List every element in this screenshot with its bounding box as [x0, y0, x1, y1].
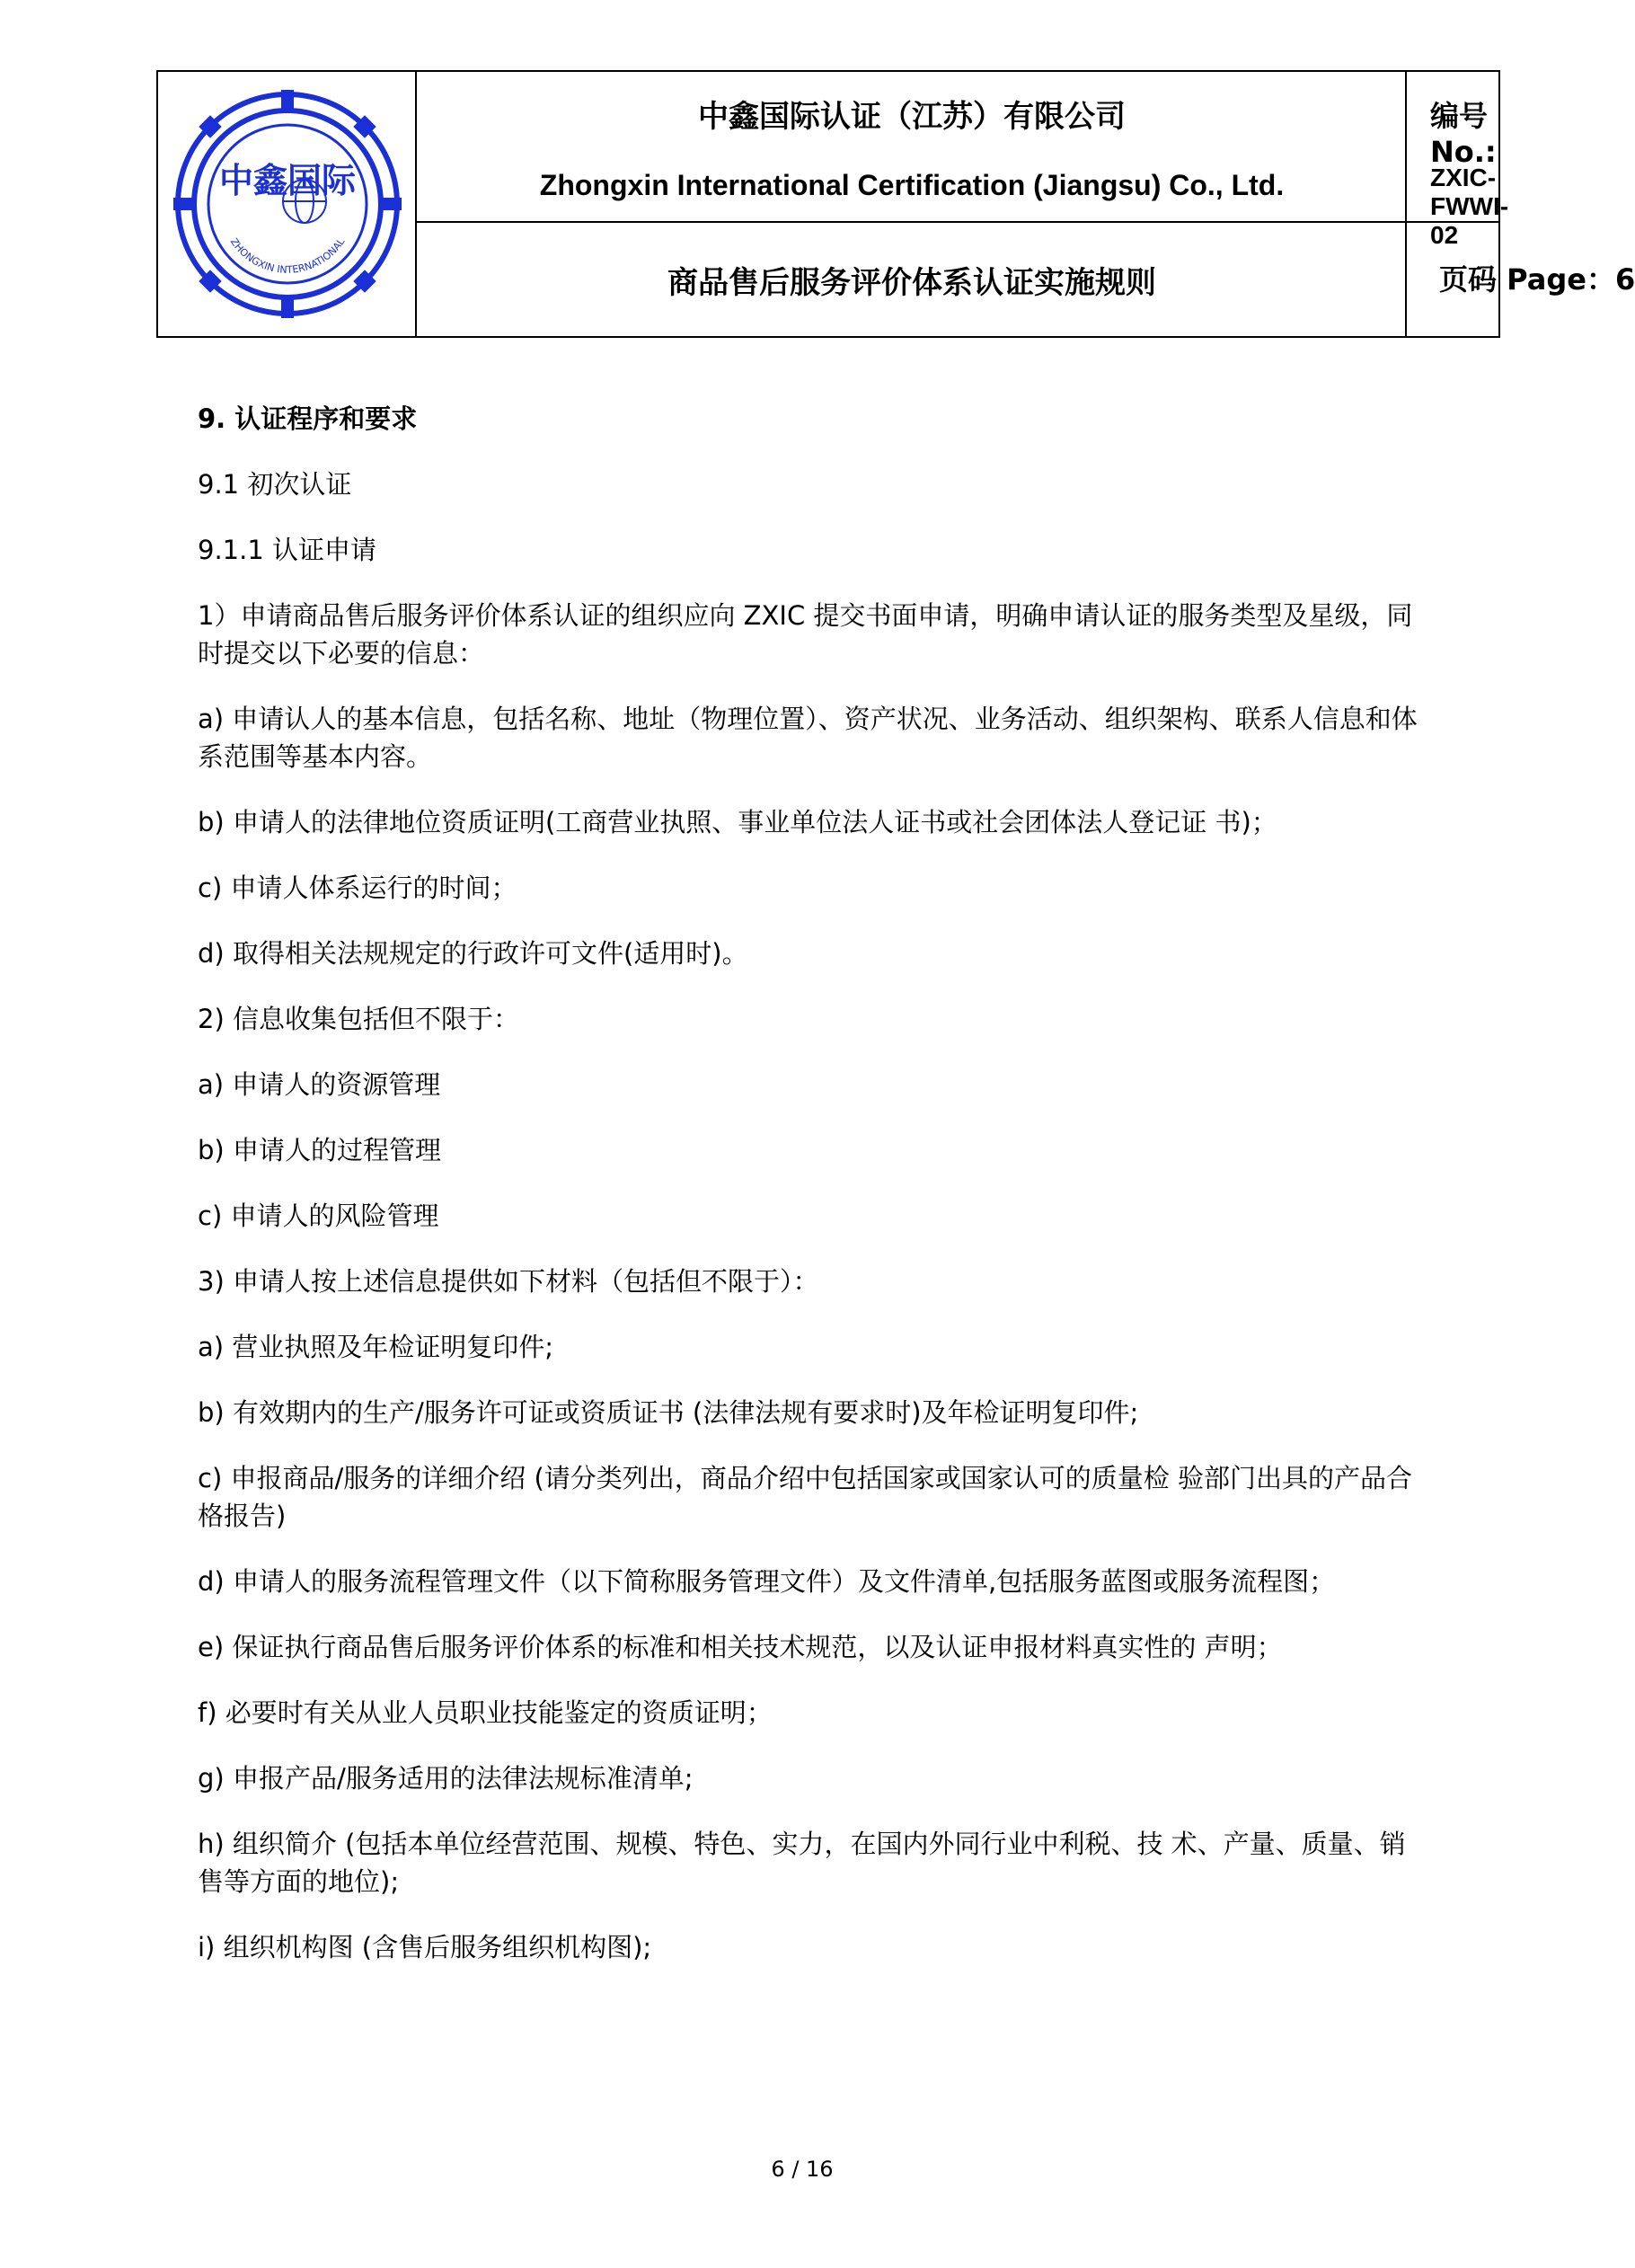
body-paragraph: 1）申请商品售后服务评价体系认证的组织应向 ZXIC 提交书面申请，明确申请认证的服务类型及星级，同时提交以下必要的信息： — [198, 600, 1413, 669]
company-name-en: Zhongxin International Certification (Jiangsu) Co., Ltd. — [539, 168, 1285, 201]
body-paragraph: a) 申请人的资源管理 — [198, 1069, 441, 1100]
logo-seal-icon — [170, 86, 405, 322]
body-paragraph: g) 申报产品/服务适用的法律法规标准清单; — [198, 1763, 694, 1794]
body-paragraph: h) 组织简介 (包括本单位经营范围、规模、特色、实力，在国内外同行业中利税、技 术、产量、质量、销售等方面的地位); — [198, 1829, 1406, 1897]
company-name-cn: 中鑫国际认证（江苏）有限公司 — [698, 98, 1126, 135]
body-paragraph: c) 申报商品/服务的详细介绍 (请分类列出，商品介绍中包括国家或国家认可的质量检 验部门出具的产品合格报告) — [198, 1463, 1412, 1531]
document-title: 商品售后服务评价体系认证实施规则 — [667, 264, 1156, 301]
page-number-label: 页码 Page：6 — [1439, 262, 1635, 297]
logo-text-en: ZHONGXIN INTERNATIONAL — [227, 235, 348, 276]
document-body — [198, 400, 1419, 1994]
document-number-value: ZXIC-FWWI-02 — [1430, 164, 1509, 249]
body-paragraph: c) 申请人体系运行的时间； — [198, 873, 517, 903]
document-header — [156, 70, 1635, 338]
body-paragraph: a) 申请认人的基本信息，包括名称、地址（物理位置）、资产状况、业务活动、组织架构、联系人信息和体系范围等基本内容。 — [198, 704, 1418, 772]
body-paragraph: d) 取得相关法规规定的行政许可文件(适用时)。 — [198, 938, 748, 969]
body-paragraph: a) 营业执照及年检证明复印件; — [198, 1332, 554, 1362]
body-paragraph: d) 申请人的服务流程管理文件（以下简称服务管理文件）及文件清单,包括服务蓝图或服务流程图； — [198, 1566, 1336, 1597]
document-number-label: 编号 No.: — [1430, 99, 1497, 169]
body-paragraph: 2) 信息收集包括但不限于： — [198, 1004, 519, 1034]
body-paragraph: 3) 申请人按上述信息提供如下材料（包括但不限于）： — [198, 1266, 819, 1297]
body-paragraph: c) 申请人的风险管理 — [198, 1200, 439, 1231]
body-paragraph: b) 申请人的法律地位资质证明(工商营业执照、事业单位法人证书或社会团体法人登记证 书)； — [198, 807, 1277, 837]
section-heading: 9. 认证程序和要求 — [198, 403, 418, 434]
header-divider — [1405, 72, 1407, 336]
body-paragraph: f) 必要时有关从业人员职业技能鉴定的资质证明； — [198, 1697, 773, 1728]
body-paragraph: i) 组织机构图 (含售后服务组织机构图); — [198, 1932, 652, 1962]
subsection-heading: 9.1.1 认证申请 — [198, 535, 377, 565]
company-logo — [158, 72, 417, 336]
page-footer: 6 / 16 — [771, 2157, 834, 2182]
body-paragraph: b) 有效期内的生产/服务许可证或资质证书 (法律法规有要求时)及年检证明复印件; — [198, 1397, 1139, 1428]
logo-text-cn: 中鑫国际 — [218, 161, 357, 200]
body-paragraph: b) 申请人的过程管理 — [198, 1135, 441, 1165]
body-paragraph: e) 保证执行商品售后服务评价体系的标准和相关技术规范，以及认证申报材料真实性的 声明； — [198, 1632, 1283, 1662]
subsection-heading: 9.1 初次认证 — [198, 469, 352, 500]
